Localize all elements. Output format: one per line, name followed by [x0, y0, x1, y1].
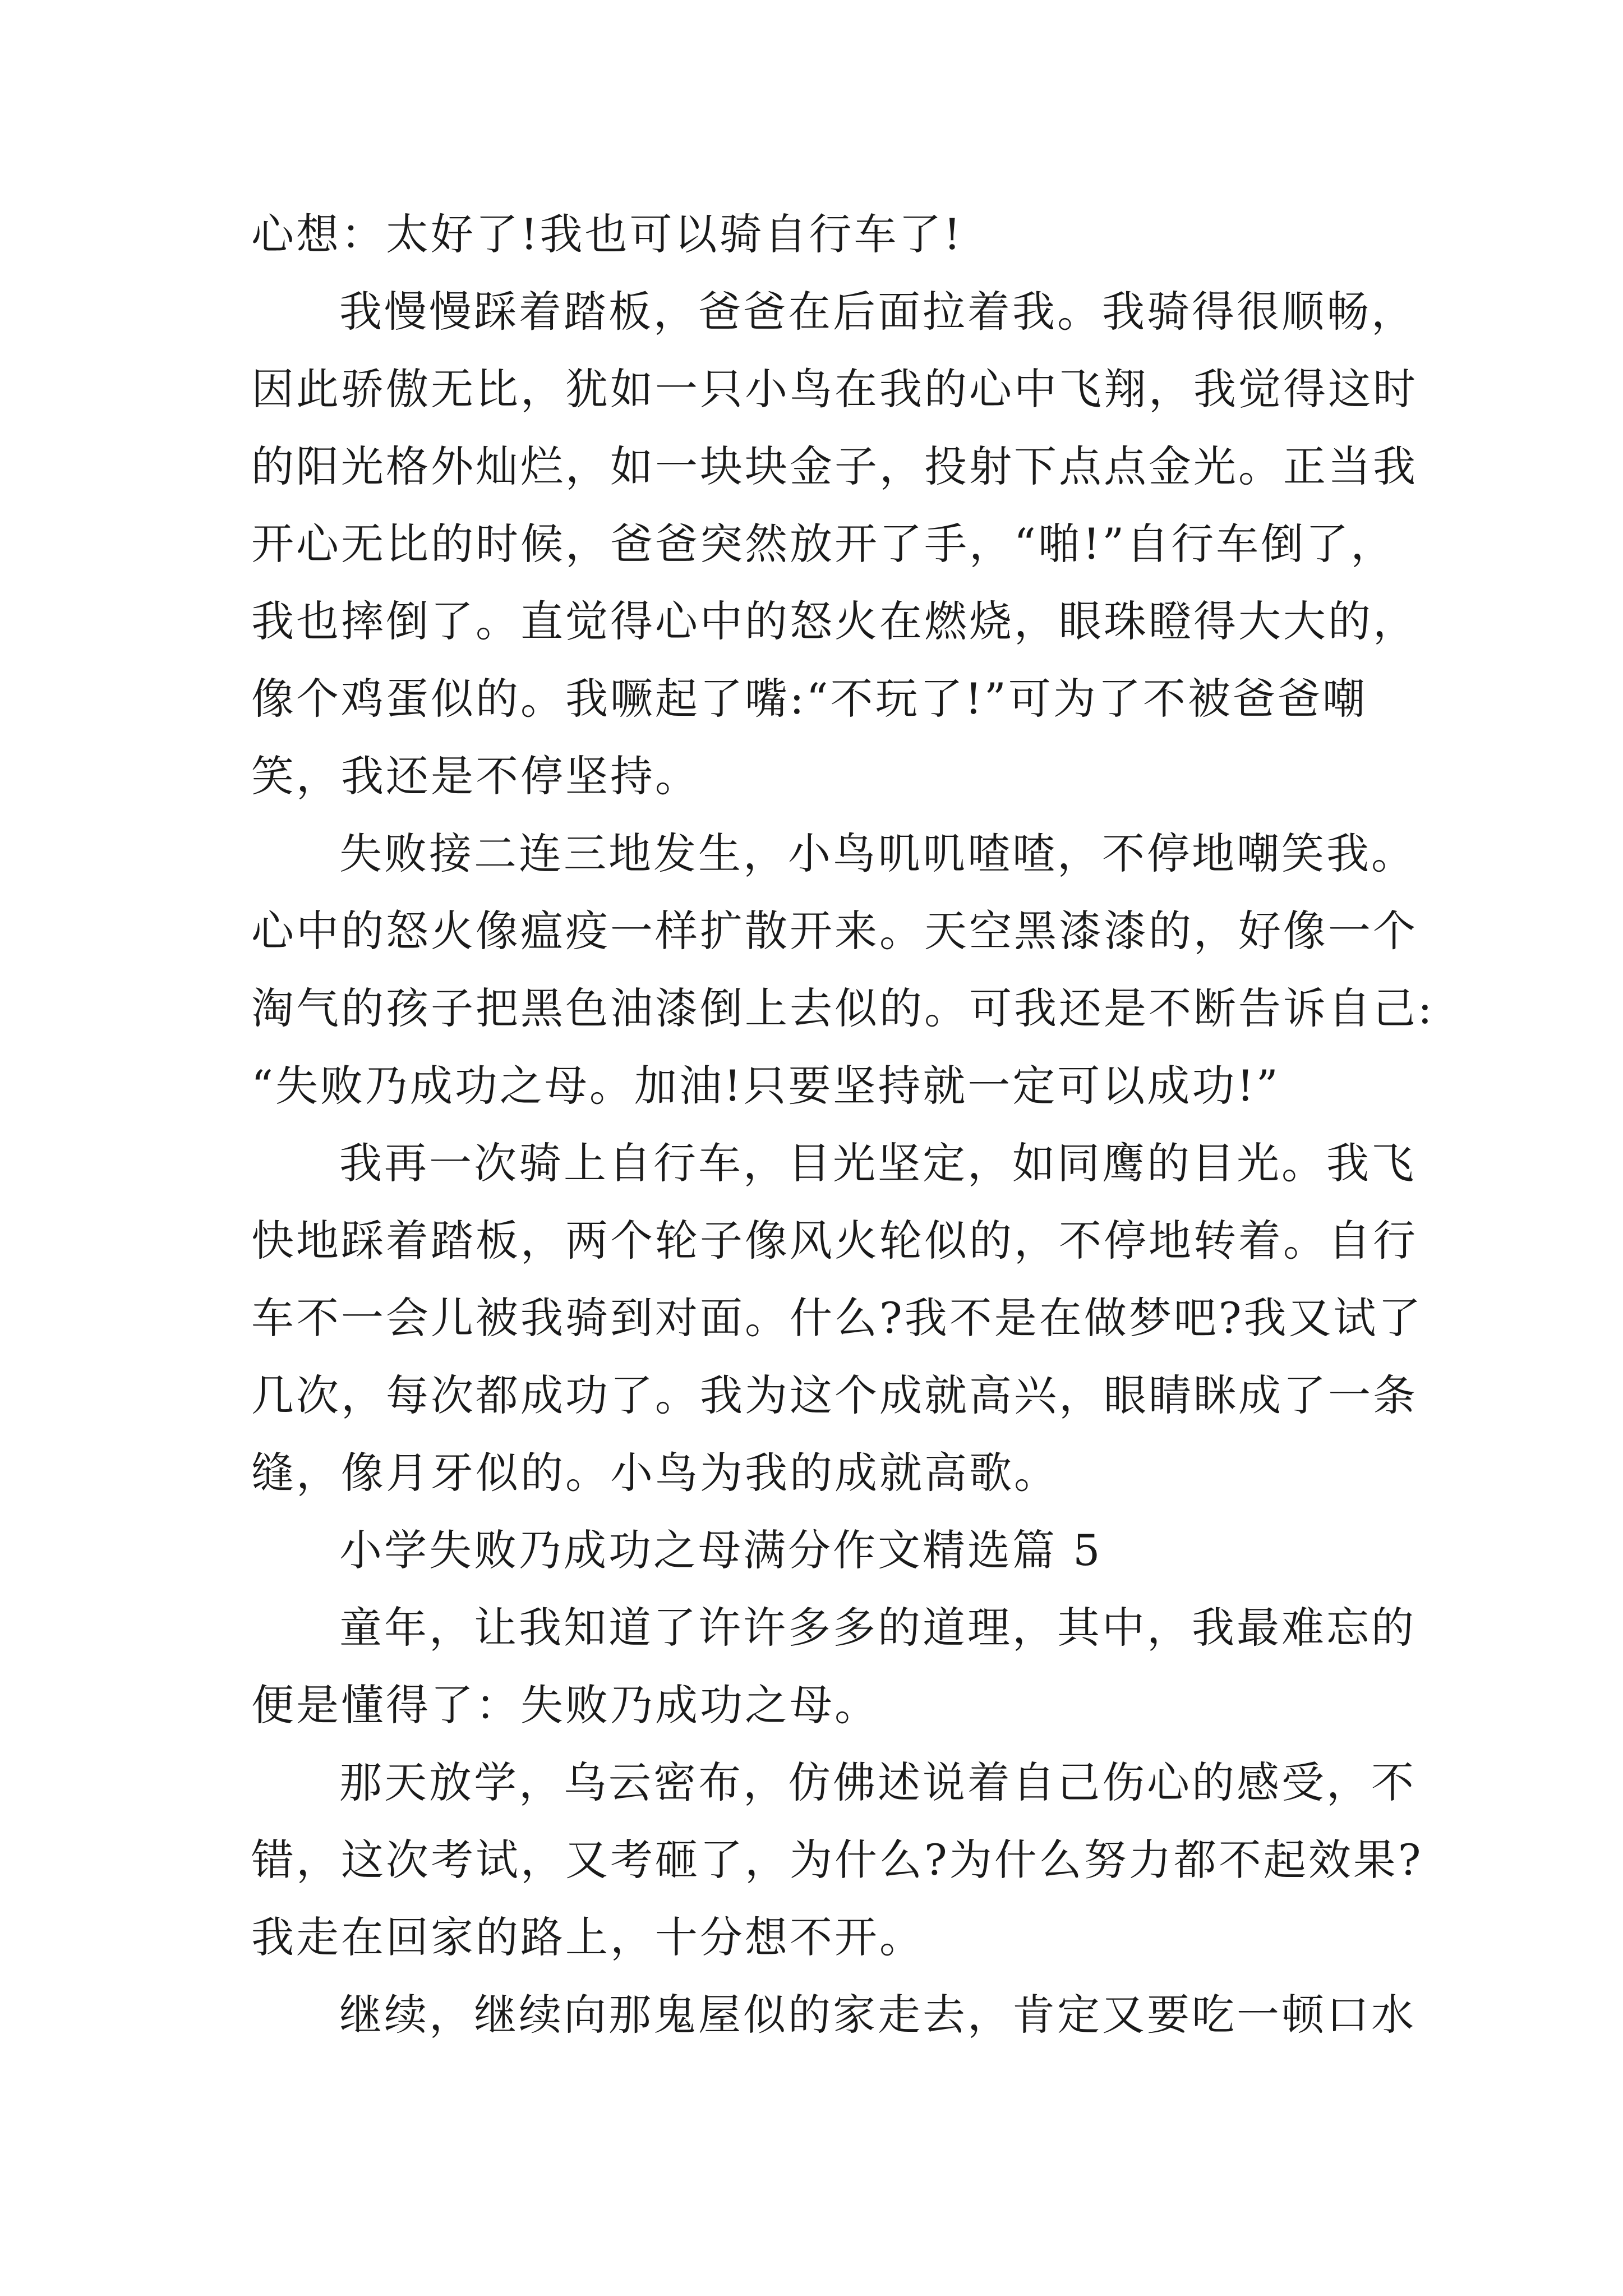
text-line: 错，这次考试，又考砸了，为什么?为什么努力都不起效果? [251, 1835, 1423, 1885]
text-line: 心中的怒火像瘟疫一样扩散开来。天空黑漆漆的，好像一个 [251, 906, 1418, 956]
text-line: 几次，每次都成功了。我为这个成就高兴，眼睛眯成了一条 [251, 1370, 1418, 1420]
text-line: 淘气的孩子把黑色油漆倒上去似的。可我还是不断告诉自己: [251, 983, 1435, 1033]
text-line: 便是懂得了：失败乃成功之母。 [251, 1680, 879, 1730]
text-line: “失败乃成功之母。加油!只要坚持就一定可以成功!” [251, 1061, 1280, 1111]
paragraph-start-line: 童年，让我知道了许许多多的道理，其中，我最难忘的 [339, 1603, 1416, 1653]
text-line: 因此骄傲无比，犹如一只小鸟在我的心中飞翔，我觉得这时 [251, 364, 1418, 414]
text-line: 缝，像月牙似的。小鸟为我的成就高歌。 [251, 1448, 1059, 1498]
text-line: 像个鸡蛋似的。我噘起了嘴:“不玩了!”可为了不被爸爸嘲 [251, 674, 1367, 724]
section-heading: 小学失败乃成功之母满分作文精选篇 5 [339, 1525, 1103, 1575]
text-line: 我也摔倒了。直觉得心中的怒火在燃烧，眼珠瞪得大大的， [251, 596, 1418, 646]
text-line: 车不一会儿被我骑到对面。什么?我不是在做梦吧?我又试了 [251, 1293, 1423, 1343]
text-line: 开心无比的时候，爸爸突然放开了手，“啪!”自行车倒了， [251, 519, 1396, 569]
paragraph-start-line: 失败接二连三地发生，小鸟叽叽喳喳，不停地嘲笑我。 [339, 829, 1416, 878]
paragraph-start-line: 继续，继续向那鬼屋似的家走去，肯定又要吃一顿口水 [339, 1990, 1416, 2040]
paragraph-start-line: 那天放学，乌云密布，仿佛述说着自己伤心的感受，不 [339, 1757, 1416, 1807]
text-line: 快地踩着踏板，两个轮子像风火轮似的，不停地转着。自行 [251, 1216, 1418, 1266]
paragraph-start-line: 我慢慢踩着踏板，爸爸在后面拉着我。我骑得很顺畅， [339, 287, 1416, 337]
paragraph-start-line: 我再一次骑上自行车，目光坚定，如同鹰的目光。我飞 [339, 1138, 1416, 1188]
text-line: 笑，我还是不停坚持。 [251, 751, 700, 801]
text-line: 我走在回家的路上，十分想不开。 [251, 1912, 924, 1962]
text-line: 的阳光格外灿烂，如一块块金子，投射下点点金光。正当我 [251, 441, 1418, 491]
text-line: 心想：太好了!我也可以骑自行车了! [251, 209, 963, 259]
